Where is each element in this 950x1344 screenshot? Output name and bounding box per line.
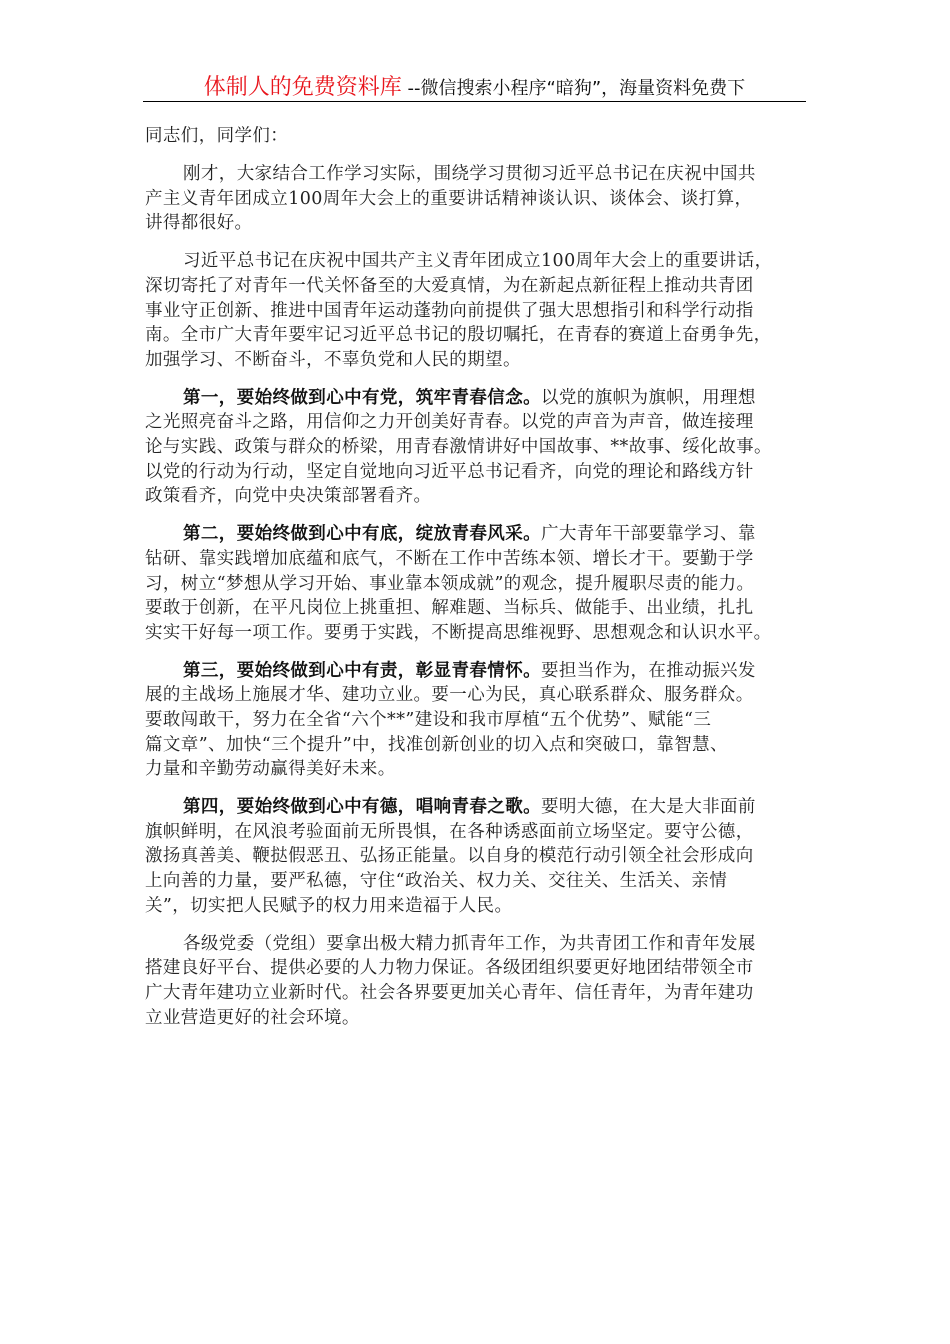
text-line: 深切寄托了对青年一代关怀备至的大爱真情，为在新起点新征程上推动共青团 — [145, 275, 754, 296]
text-line: 上向善的力量，要严私德，守住“政治关、权力关、交往关、生活关、亲情 — [145, 871, 728, 892]
point-heading: 第一，要始终做到心中有党，筑牢青春信念。 — [183, 387, 541, 408]
text-line: 激扬真善美、鞭挞假恶丑、弘扬正能量。以自身的模范行动引领全社会形成向 — [145, 846, 754, 867]
text-line: 政策看齐，向党中央决策部署看齐。 — [145, 486, 432, 507]
paragraph-point-2 — [145, 522, 815, 645]
text-line: 事业守正创新、推进中国青年运动蓬勃向前提供了强大思想指引和科学行动指 — [145, 300, 754, 321]
text-line: 实实干好每一项工作。要勇于实践，不断提高思维视野、思想观念和认识水平。 — [145, 622, 772, 643]
text-line: 同志们，同学们： — [145, 126, 289, 146]
text-line — [145, 522, 815, 547]
page-header — [143, 70, 806, 102]
text-line: 习，树立“梦想从学习开始、事业靠本领成就”的观念，提升履职尽责的能力。 — [145, 573, 755, 594]
text-line: 要敢闯敢干，努力在全省“六个**”建设和我市厚植“五个优势”、赋能“三 — [145, 709, 712, 730]
text-line: 之光照亮奋斗之路，用信仰之力开创美好青春。以党的声音为声音，做连接理 — [145, 412, 754, 433]
text-line — [145, 659, 815, 684]
text-line: 力量和辛勤劳动赢得美好未来。 — [145, 759, 396, 780]
text-line: 各级党委（党组）要拿出极大精力抓青年工作，为共青团工作和青年发展 — [183, 933, 756, 954]
text-run: 要担当作为，在推动振兴发 — [541, 660, 756, 681]
text-line: 习近平总书记在庆祝中国共产主义青年团成立100周年大会上的重要讲话， — [183, 251, 773, 272]
text-line: 以党的行动为行动，坚定自觉地向习近平总书记看齐，向党的理论和路线方针 — [145, 461, 754, 482]
text-line: 讲得都很好。 — [145, 213, 253, 234]
point-heading: 第二，要始终做到心中有底，绽放青春风采。 — [183, 524, 541, 545]
text-line: 刚才，大家结合工作学习实际，围绕学习贯彻习近平总书记在庆祝中国共 — [183, 164, 756, 185]
header-tagline: --微信搜索小程序“暗狗”，海量资料免费下 — [401, 78, 746, 99]
text-line: 立业营造更好的社会环境。 — [145, 1007, 360, 1028]
text-line: 论与实践、政策与群众的桥梁，用青春激情讲好中国故事、**故事、绥化故事。 — [145, 437, 772, 458]
text-line: 南。全市广大青年要牢记习近平总书记的殷切嘱托，在青春的赛道上奋勇争先， — [145, 325, 772, 346]
point-heading: 第三，要始终做到心中有责，彰显青春情怀。 — [183, 660, 541, 681]
paragraph-point-3 — [145, 659, 815, 782]
text-line: 广大青年建功立业新时代。社会各界要更加关心青年、信任青年，为青年建功 — [145, 982, 754, 1003]
paragraph-point-4 — [145, 795, 815, 918]
document-body — [145, 124, 815, 1044]
paragraph-closing — [145, 932, 815, 1030]
header-brand: 体制人的免费资料库 — [203, 75, 402, 100]
text-line — [145, 795, 815, 820]
point-heading: 第四，要始终做到心中有德，唱响青春之歌。 — [183, 797, 541, 818]
text-line: 要敢于创新，在平凡岗位上挑重担、解难题、当标兵、做能手、出业绩，扎扎 — [145, 598, 754, 619]
text-line: 旗帜鲜明，在风浪考验面前无所畏惧，在各种诱惑面前立场坚定。要守公德， — [145, 821, 754, 842]
text-line: 篇文章”、加快“三个提升”中，找准创新创业的切入点和突破口，靠智慧、 — [145, 734, 728, 755]
paragraph-1 — [145, 162, 815, 236]
text-line: 产主义青年团成立100周年大会上的重要讲话精神谈认识、谈体会、谈打算， — [145, 188, 753, 209]
text-line — [145, 386, 815, 411]
text-run: 以党的旗帜为旗帜，用理想 — [541, 387, 756, 408]
text-line: 加强学习、不断奋斗，不辜负党和人民的期望。 — [145, 349, 521, 370]
text-run: 要明大德，在大是大非面前 — [541, 797, 756, 818]
salutation — [145, 124, 815, 149]
text-line: 展的主战场上施展才华、建功立业。要一心为民，真心联系群众、服务群众。 — [145, 685, 754, 706]
text-line: 关”，切实把人民赋予的权力用来造福于人民。 — [145, 895, 513, 916]
paragraph-point-1 — [145, 386, 815, 509]
text-line: 搭建良好平台、提供必要的人力物力保证。各级团组织要更好地团结带领全市 — [145, 958, 754, 979]
paragraph-2 — [145, 249, 815, 372]
text-line: 钻研、靠实践增加底蕴和底气，不断在工作中苦练本领、增长才干。要勤于学 — [145, 548, 754, 569]
text-run: 广大青年干部要靠学习、靠 — [541, 524, 756, 545]
